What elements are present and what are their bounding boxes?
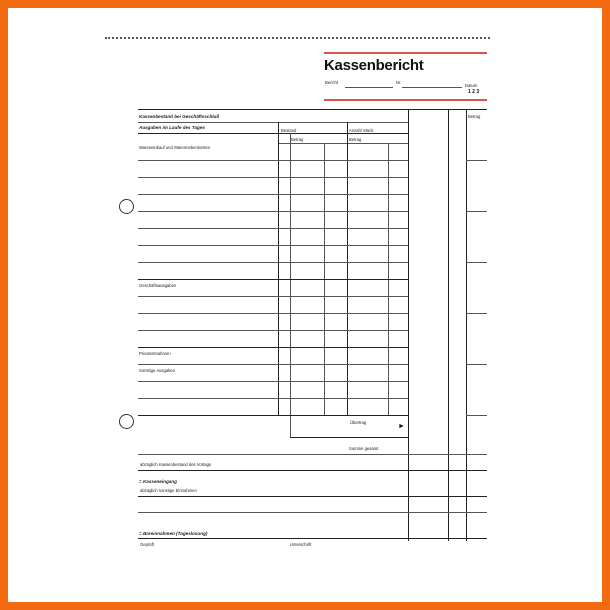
grid-row	[138, 194, 408, 195]
grid-row	[138, 228, 408, 229]
grid-v-2	[290, 133, 291, 437]
grid-row	[138, 262, 408, 263]
right-row	[466, 313, 487, 314]
arrow-right-icon: ►	[398, 423, 405, 430]
col-divider-2	[448, 109, 449, 541]
nr-line	[402, 87, 462, 88]
summary-line-3	[138, 496, 487, 497]
label-geschaeftsausgaben: Geschäftsausgaben	[139, 283, 177, 288]
date-value: 1 2 3	[468, 89, 480, 95]
right-row	[466, 415, 487, 416]
label-sonstige: Sonstige Ausgaben	[139, 368, 176, 373]
date-label: Datum	[465, 83, 478, 88]
label-kasseneingang: = Kasseneingang	[139, 479, 177, 484]
section-title-1: Kassenbestand bei Geschäftsschluß	[139, 114, 220, 119]
form-title: Kassenbericht	[324, 57, 424, 74]
col-betrag-label: Betrag	[291, 137, 304, 142]
title-line-1	[138, 122, 408, 123]
red-rule-bottom	[324, 99, 487, 101]
grid-row	[138, 296, 408, 297]
col-bestand-label: Bestand	[281, 128, 297, 133]
grid-row	[138, 245, 408, 246]
perforation-line	[105, 37, 490, 39]
nr-label: Nr.	[396, 80, 402, 85]
label-geprueft: Geprüft	[140, 542, 154, 547]
section-title-2: Ausgaben im Laufe des Tages	[139, 125, 205, 130]
label-summe-gesamt: Summe gesamt	[349, 446, 379, 451]
punch-hole-top	[119, 199, 134, 214]
label-wareneinkauf: Wareneinkauf und Warennebenkosten	[139, 145, 211, 150]
report-line	[345, 87, 393, 88]
right-row	[466, 364, 487, 365]
label-uebertrag: Übertrag	[350, 420, 367, 425]
label-bareinnahmen: = Bareinnahmen (Tageslosung)	[139, 531, 208, 536]
title-line-2	[138, 133, 408, 134]
grid-row	[138, 347, 408, 348]
summary-line-4	[138, 512, 487, 513]
summary-line-1	[138, 454, 487, 455]
grid-row	[138, 330, 408, 331]
grid-row	[138, 398, 408, 399]
grid-row	[138, 313, 408, 314]
label-privatentnahmen: Privatentnahmen	[139, 351, 171, 356]
right-col-label: Betrag	[468, 114, 481, 119]
grid-v-4	[347, 122, 348, 415]
col-anzahl-label: Anzahl Stück	[349, 128, 374, 133]
grid-row	[138, 364, 408, 365]
summary-line-2	[138, 470, 487, 471]
summary-line-5	[138, 538, 487, 539]
table-top-border	[138, 109, 487, 110]
red-rule-top	[324, 52, 487, 54]
col-betrag-header: Betrag	[349, 137, 362, 142]
label-abzueglich2: abzüglich sonstige Einnahmen	[140, 488, 197, 493]
right-row	[466, 262, 487, 263]
right-row	[466, 160, 487, 161]
col-divider-1	[408, 109, 409, 541]
grid-row	[138, 211, 408, 212]
right-row	[466, 211, 487, 212]
label-unterschrift: Unterschrift	[290, 542, 312, 547]
grid-v-1	[278, 122, 279, 415]
punch-hole-bottom	[119, 414, 134, 429]
grid-row	[138, 160, 408, 161]
grid-row	[138, 279, 408, 280]
grid-row	[138, 415, 408, 416]
col-divider-3	[466, 109, 467, 541]
grid-row	[138, 177, 408, 178]
label-abzueglich: abzüglich Kassenbestand des Vortags	[140, 462, 212, 467]
grid-row	[138, 381, 408, 382]
report-label: Bericht	[325, 80, 339, 85]
uebertrag-line	[290, 437, 408, 438]
